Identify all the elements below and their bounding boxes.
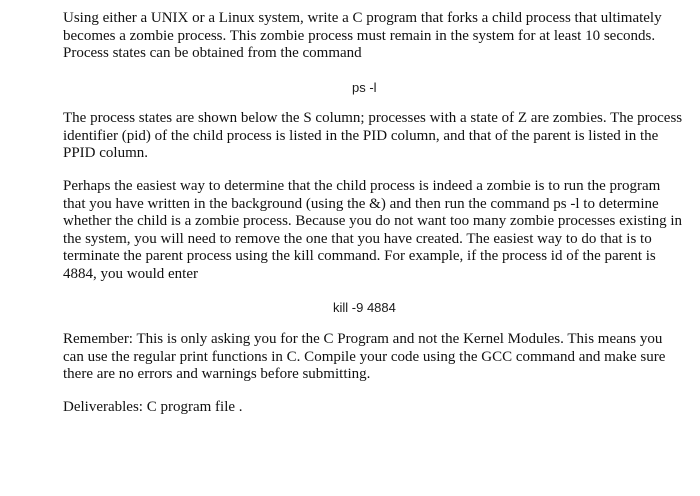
process-states-paragraph: The process states are shown below the S column; processes with a state of Z are zombies. The process identifier (pid) of the child process is listed in the PID column, and that of the parent is listed in the PPID column. — [63, 110, 683, 161]
kill-command: kill -9 4884 — [333, 300, 396, 315]
intro-paragraph: Using either a UNIX or a Linux system, write a C program that forks a child process that ultimately becomes a zombie process. This zombie process must remain in the system for at least 10 seconds. Process states can be obtained from the command — [63, 10, 662, 61]
reminder-paragraph: Remember: This is only asking you for the C Program and not the Kernel Modules. This means you can use the regular print functions in C. Compile your code using the GCC command and make sure there are no errors and warnings before submitting. — [63, 331, 666, 382]
zombie-check-paragraph: Perhaps the easiest way to determine that the child process is indeed a zombie is to run the program that you have written in the background (using the &) and then run the command ps -l to determine whether the child is a zombie process. Because you do not want too many zombie processes existing in the system, you will need to remove the one that you have created. The easiest way to do that is to terminate the parent process using the kill command. For example, if the process id of the parent is 4884, you would enter — [63, 178, 683, 282]
deliverables-line: Deliverables: C program file . — [63, 399, 243, 415]
ps-command: ps -l — [352, 80, 377, 95]
